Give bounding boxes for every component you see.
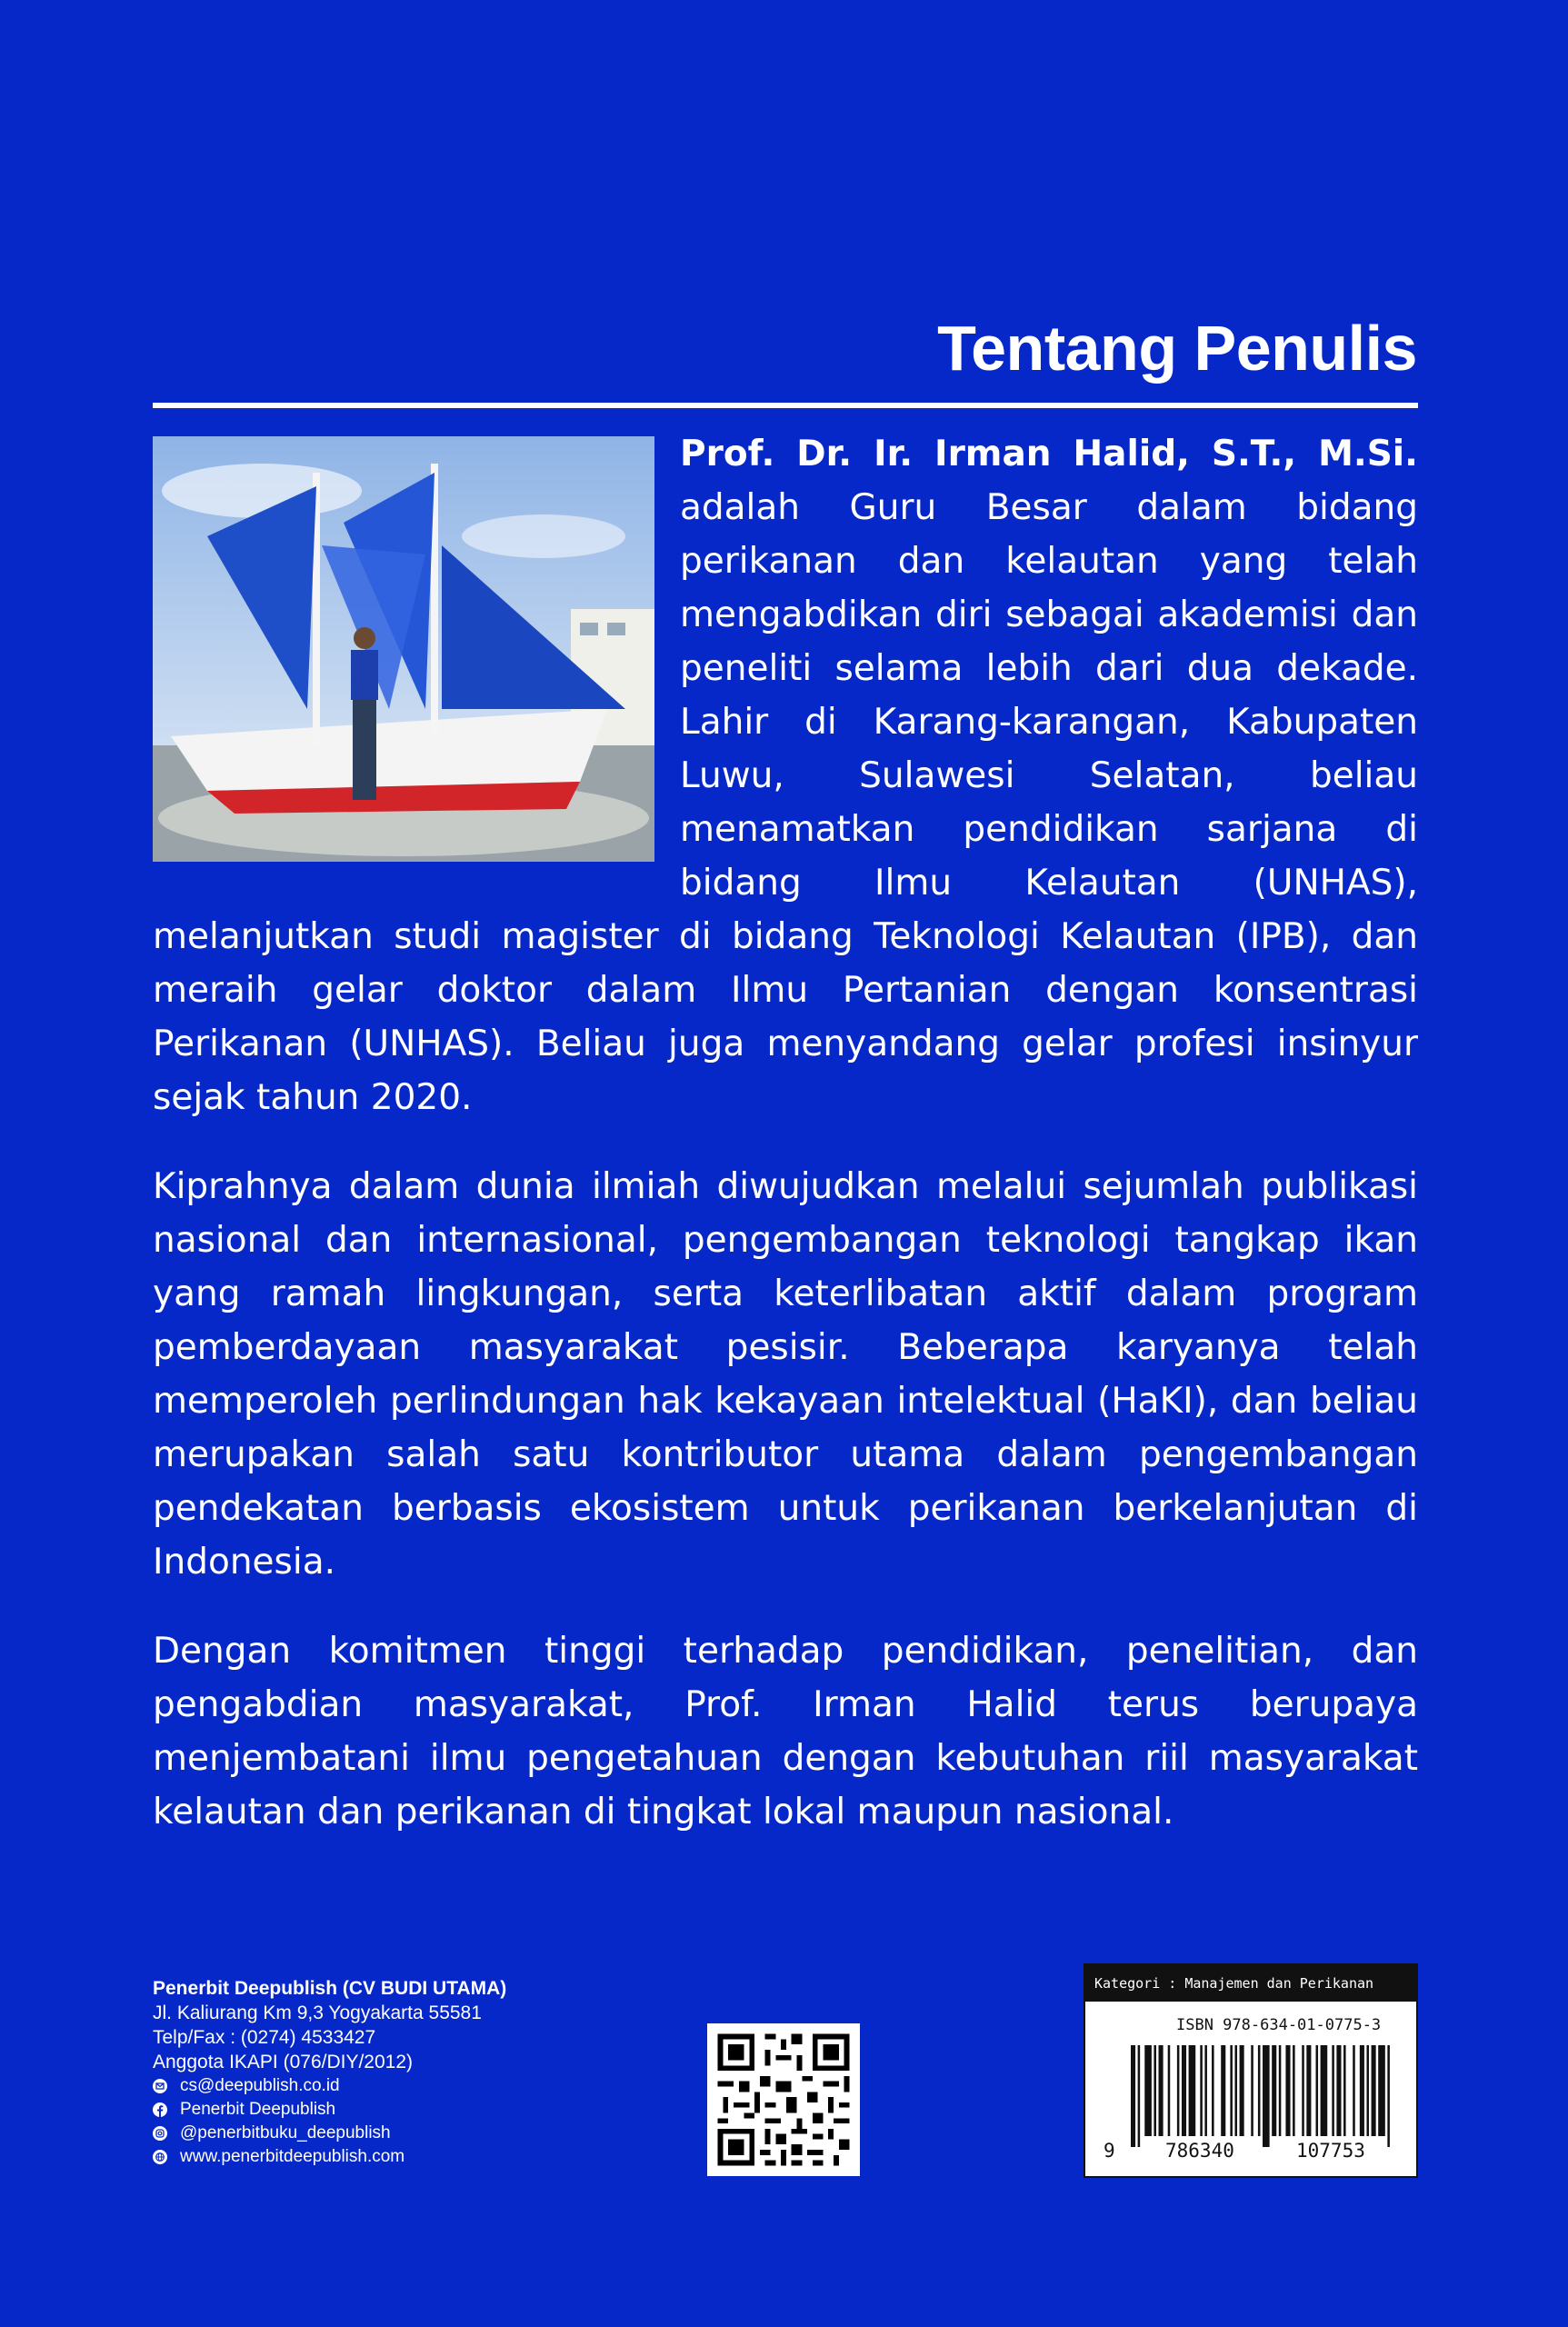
barcode-bar	[1372, 2045, 1376, 2136]
contact-email	[153, 2074, 506, 2098]
isbn-barcode-box	[1084, 1963, 1418, 2178]
barcode-bar	[1316, 2045, 1319, 2136]
instagram-icon	[153, 2126, 167, 2141]
barcode-bar	[1366, 2045, 1369, 2136]
barcode-digits-right: 107753	[1296, 2140, 1365, 2162]
barcode-bar	[1177, 2045, 1180, 2136]
author-bio	[153, 427, 1418, 1839]
bio-paragraph-2: Kiprahnya dalam dunia ilmiah diwujudkan melalui sejumlah publikasi nasional dan internasional, pengembangan teknologi tangkap ikan yang ramah lingkungan, serta keterlibatan aktif dalam program pemberdayaan masyarakat pesisir. Beberapa karyanya telah memperoleh perlindungan hak kekayaan intelektual (HaKI), dan beliau merupakan salah satu kontributor utama dalam pengembangan pendekatan berbasis ekosistem untuk perikanan berkelanjutan di Indonesia.	[153, 1166, 1418, 1583]
barcode-bar	[1258, 2045, 1261, 2136]
barcode-bar	[1204, 2045, 1207, 2136]
facebook-text: Penerbit Deepublish	[180, 2100, 336, 2119]
contact-website	[153, 2145, 506, 2169]
barcode-bar	[1159, 2045, 1164, 2136]
contact-instagram	[153, 2122, 506, 2145]
publisher-name: Penerbit Deepublish (CV BUDI UTAMA)	[153, 1978, 507, 1999]
barcode-bar	[1387, 2045, 1390, 2147]
barcode-bar	[1332, 2045, 1334, 2136]
barcode	[1131, 2045, 1394, 2147]
publisher-membership: Anggota IKAPI (076/DIY/2012)	[153, 2052, 414, 2072]
barcode-bar	[1302, 2045, 1304, 2136]
heading-divider	[153, 403, 1418, 408]
facebook-icon	[153, 2102, 167, 2117]
email-icon	[153, 2079, 167, 2093]
barcode-bar	[1378, 2045, 1385, 2136]
barcode-bar	[1189, 2045, 1196, 2136]
barcode-bar	[1343, 2045, 1346, 2136]
barcode-bar	[1272, 2045, 1276, 2136]
barcode-bar	[1360, 2045, 1364, 2136]
barcode-digits-prefix: 9	[1104, 2140, 1115, 2162]
qr-code	[707, 2023, 860, 2176]
publisher-address: Jl. Kaliurang Km 9,3 Yogyakarta 55581	[153, 2002, 482, 2023]
barcode-bar	[1279, 2045, 1282, 2136]
publisher-info	[153, 1976, 506, 2169]
barcode-bar	[1321, 2045, 1328, 2136]
barcode-bar	[1263, 2045, 1270, 2147]
barcode-bar	[1240, 2045, 1244, 2136]
author-name: Prof. Dr. Ir. Irman Halid, S.T., M.Si.	[680, 434, 1418, 474]
bio-paragraph-3: Dengan komitmen tinggi terhadap pendidikan, penelitian, dan pengabdian masyarakat, Prof. Irman Halid terus berupaya menjembatani ilmu pengetahuan dengan kebutuhan riil masyarakat kelautan dan perikanan di tingkat lokal maupun nasional.	[153, 1631, 1418, 1833]
barcode-bar	[1131, 2045, 1135, 2147]
barcode-bar	[1221, 2045, 1225, 2136]
publisher-phone: Telp/Fax : (0274) 4533427	[153, 2027, 376, 2048]
instagram-text: @penerbitbuku_deepublish	[180, 2123, 391, 2142]
section-heading: Tentang Penulis	[937, 313, 1417, 384]
barcode-bar	[1285, 2045, 1290, 2136]
barcode-bar	[1306, 2045, 1311, 2136]
barcode-bar	[1230, 2045, 1233, 2136]
book-category: Kategori : Manajemen dan Perikanan	[1085, 1965, 1416, 2002]
barcode-bar	[1234, 2045, 1237, 2136]
barcode-bar	[1251, 2045, 1253, 2136]
barcode-bar	[1182, 2045, 1186, 2136]
bio-paragraph-1-text: adalah Guru Besar dalam bidang perikanan dan kelautan yang telah mengabdikan diri sebagai akademisi dan peneliti selama lebih dari dua dekade. Lahir di Karang-karangan, Kabupaten Luwu, Sulawesi Selatan, beliau menamatkan pendidikan sarjana di bidang Ilmu Kelautan (UNHAS), melanjutkan studi magister di bidang Teknologi Kelautan (IPB), dan meraih gelar doktor dalam Ilmu Pertanian dengan konsentrasi Perikanan (UNHAS). Beliau juga menyandang gelar profesi insinyur sejak tahun 2020.	[153, 487, 1418, 1118]
email-text: cs@deepublish.co.id	[180, 2076, 340, 2095]
barcode-digits-left: 786340	[1165, 2140, 1234, 2162]
barcode-bar	[1144, 2045, 1152, 2136]
barcode-bar	[1138, 2045, 1141, 2147]
barcode-bar	[1293, 2045, 1295, 2136]
contact-facebook	[153, 2098, 506, 2122]
website-text: www.penerbitdeepublish.com	[180, 2147, 405, 2166]
barcode-bar	[1154, 2045, 1156, 2136]
photo-spacer	[153, 427, 680, 862]
barcode-bar	[1336, 2045, 1341, 2136]
barcode-bar	[1212, 2045, 1214, 2136]
bio-paragraph-1	[153, 427, 1418, 1124]
barcode-bar	[1353, 2045, 1355, 2136]
barcode-bar	[1200, 2045, 1203, 2136]
globe-icon	[153, 2150, 167, 2164]
barcode-bar	[1168, 2045, 1171, 2136]
isbn-number: ISBN 978-634-01-0775-3	[1176, 2016, 1382, 2034]
